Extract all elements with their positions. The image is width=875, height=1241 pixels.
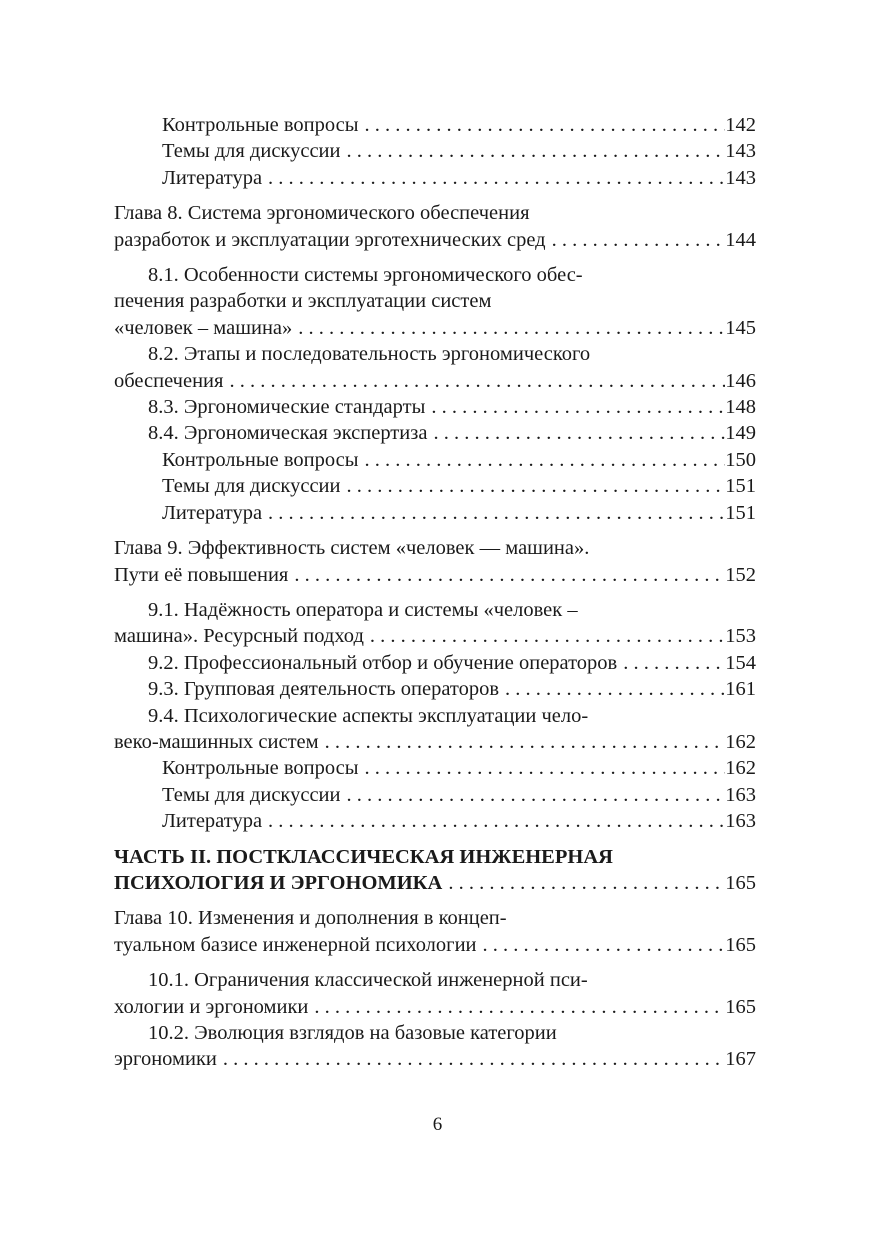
toc-line [114,994,756,1020]
toc-entry-text: туальном базисе инженерной психологии [114,933,477,956]
toc-entry-text: 8.1. Особенности системы эргономического обес- [148,264,583,287]
toc-entry-text: Темы для дискуссии [162,140,341,163]
toc-leader-dots [262,500,725,526]
toc-page-number: 162 [725,757,756,780]
toc-leader-dots [364,623,725,649]
toc-line [114,967,756,993]
toc-entry-text: Литература [162,166,263,189]
toc-line [114,341,756,367]
toc-leader-dots [442,870,725,896]
toc-line [114,597,756,623]
toc-page-number: 143 [725,140,756,163]
toc-line [114,200,756,226]
toc-line [114,315,756,341]
toc-line [114,905,756,931]
toc-line [114,1020,756,1046]
toc-page-number: 148 [725,396,756,419]
table-of-contents [114,112,756,1073]
toc-entry-text: «человек – машина» [114,316,293,339]
toc-line [114,650,756,676]
toc-entry-text: разработок и эксплуатации эрготехнических сред [114,228,546,251]
toc-leader-dots [617,650,725,676]
toc-page-number: 152 [725,563,756,586]
toc-leader-dots [477,932,726,958]
toc-entry-text: Глава 8. Система эргономического обеспечения [114,202,530,225]
toc-leader-dots [308,994,725,1020]
toc-entry-text: Контрольные вопросы [162,114,359,136]
toc-line [114,227,756,253]
toc-line [114,420,756,446]
toc-leader-dots [359,447,726,473]
toc-page-number: 163 [725,810,756,833]
toc-entry-text: Темы для дискуссии [162,475,341,498]
toc-page-number: 162 [725,730,756,753]
toc-leader-dots [340,782,725,808]
toc-entry-text: 10.1. Ограничения классической инженерной пси- [148,969,588,992]
toc-page-number: 163 [725,783,756,806]
toc-entry-text: ПСИХОЛОГИЯ И ЭРГОНОМИКА [114,871,443,894]
toc-line [114,844,756,870]
toc-line [114,1046,756,1072]
toc-line [114,288,756,314]
toc-line [114,870,756,896]
toc-entry-text: Контрольные вопросы [162,757,359,780]
toc-page-number: 142 [725,114,756,136]
toc-line [114,562,756,588]
toc-entry-text: обеспечения [114,369,224,392]
toc-page-number: 165 [725,933,756,956]
toc-leader-dots [427,420,725,446]
toc-entry-text: Контрольные вопросы [162,448,359,471]
toc-leader-dots [319,729,726,755]
toc-page-number: 165 [725,995,756,1018]
toc-line [114,500,756,526]
toc-page-number: 146 [725,369,756,392]
toc-line [114,535,756,561]
toc-leader-dots [546,227,726,253]
toc-entry-text: 9.1. Надёжность оператора и системы «человек – [148,598,578,621]
toc-leader-dots [359,755,726,781]
toc-page-number: 153 [725,625,756,648]
toc-leader-dots [288,562,725,588]
toc-entry-text: 8.2. Этапы и последовательность эргономического [148,343,591,366]
toc-page-number: 167 [725,1048,756,1071]
toc-leader-dots [499,676,725,702]
toc-leader-dots [359,112,726,138]
toc-entry-text: Литература [162,810,263,833]
toc-line [114,447,756,473]
toc-line [114,368,756,394]
toc-leader-dots [217,1046,725,1072]
toc-leader-dots [262,808,725,834]
toc-page-number: 149 [725,422,756,445]
toc-page-number: 151 [725,501,756,524]
toc-entry-text: 9.4. Психологические аспекты эксплуатации чело- [148,704,589,727]
toc-line [114,473,756,499]
toc-line [114,729,756,755]
toc-entry-text: эргономики [114,1048,217,1071]
toc-leader-dots [223,368,725,394]
toc-leader-dots [262,165,725,191]
toc-line [114,165,756,191]
toc-entry-text: 9.3. Групповая деятельность операторов [148,678,500,701]
toc-page-number: 165 [725,871,756,894]
toc-line [114,755,756,781]
toc-entry-text: ЧАСТЬ II. ПОСТКЛАССИЧЕСКАЯ ИНЖЕНЕРНАЯ [114,845,613,868]
toc-entry-text: 8.3. Эргономические стандарты [148,396,426,419]
toc-line [114,782,756,808]
toc-line [114,623,756,649]
toc-entry-text: Темы для дискуссии [162,783,341,806]
toc-line [114,703,756,729]
toc-page-number: 161 [725,678,756,701]
toc-leader-dots [425,394,725,420]
toc-page-number: 143 [725,166,756,189]
toc-entry-text: Литература [162,501,263,524]
toc-line [114,394,756,420]
toc-page-number: 150 [725,448,756,471]
toc-entry-text: 8.4. Эргономическая экспертиза [148,422,428,445]
toc-entry-text: веко-машинных систем [114,730,319,753]
toc-page-number: 151 [725,475,756,498]
toc-leader-dots [292,315,725,341]
toc-page-number: 144 [725,228,756,251]
toc-entry-text: хологии и эргономики [114,995,309,1018]
toc-entry-text: машина». Ресурсный подход [114,625,364,648]
toc-line [114,676,756,702]
toc-entry-text: Глава 9. Эффективность систем «человек — машина». [114,537,590,560]
toc-line [114,808,756,834]
toc-line [114,112,756,138]
toc-entry-text: Глава 10. Изменения и дополнения в концеп- [114,907,507,930]
toc-page-number: 145 [725,316,756,339]
toc-entry-text: 9.2. Профессиональный отбор и обучение операторов [148,651,618,674]
page-number: 6 [432,1114,443,1135]
toc-page-number: 154 [725,651,756,674]
toc-entry-text: печения разработки и эксплуатации систем [114,290,492,313]
toc-entry-text: Пути её повышения [114,563,289,586]
toc-entry-text: 10.2. Эволюция взглядов на базовые категории [148,1022,557,1044]
toc-line [114,262,756,288]
toc-leader-dots [340,473,725,499]
toc-line [114,138,756,164]
toc-leader-dots [340,138,725,164]
toc-line [114,932,756,958]
